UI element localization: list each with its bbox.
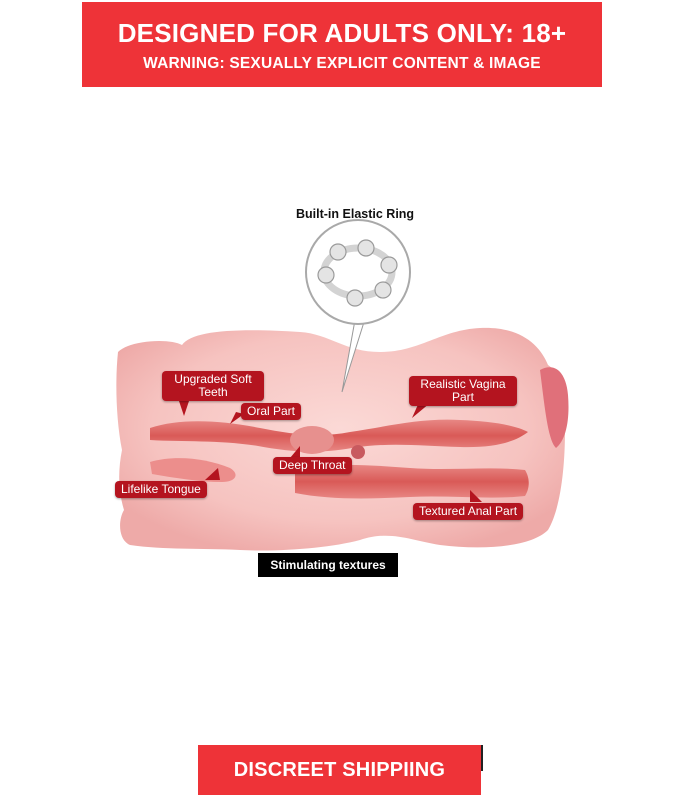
callout-realistic-vagina-part: Realistic Vagina Part — [409, 376, 517, 406]
callout-lifelike-tongue: Lifelike Tongue — [115, 481, 207, 498]
ring-title: Built-in Elastic Ring — [296, 207, 415, 221]
age-warning-subtitle: WARNING: SEXUALLY EXPLICIT CONTENT & IMAGE — [143, 55, 541, 72]
throat-ridge — [290, 426, 334, 454]
callout-oral-part: Oral Part — [241, 403, 301, 420]
connector-hole — [351, 445, 365, 459]
age-warning-title: DESIGNED FOR ADULTS ONLY: 18+ — [117, 18, 567, 48]
discreet-shipping-banner: DISCREET SHIPPIING — [198, 745, 481, 795]
callout-deep-throat: Deep Throat — [273, 457, 352, 474]
banner-divider — [481, 745, 483, 771]
callout-textured-anal-part: Textured Anal Part — [413, 503, 523, 520]
callout-upgraded-soft-teeth: Upgraded Soft Teeth — [162, 371, 264, 401]
textures-label: Stimulating textures — [258, 553, 398, 577]
